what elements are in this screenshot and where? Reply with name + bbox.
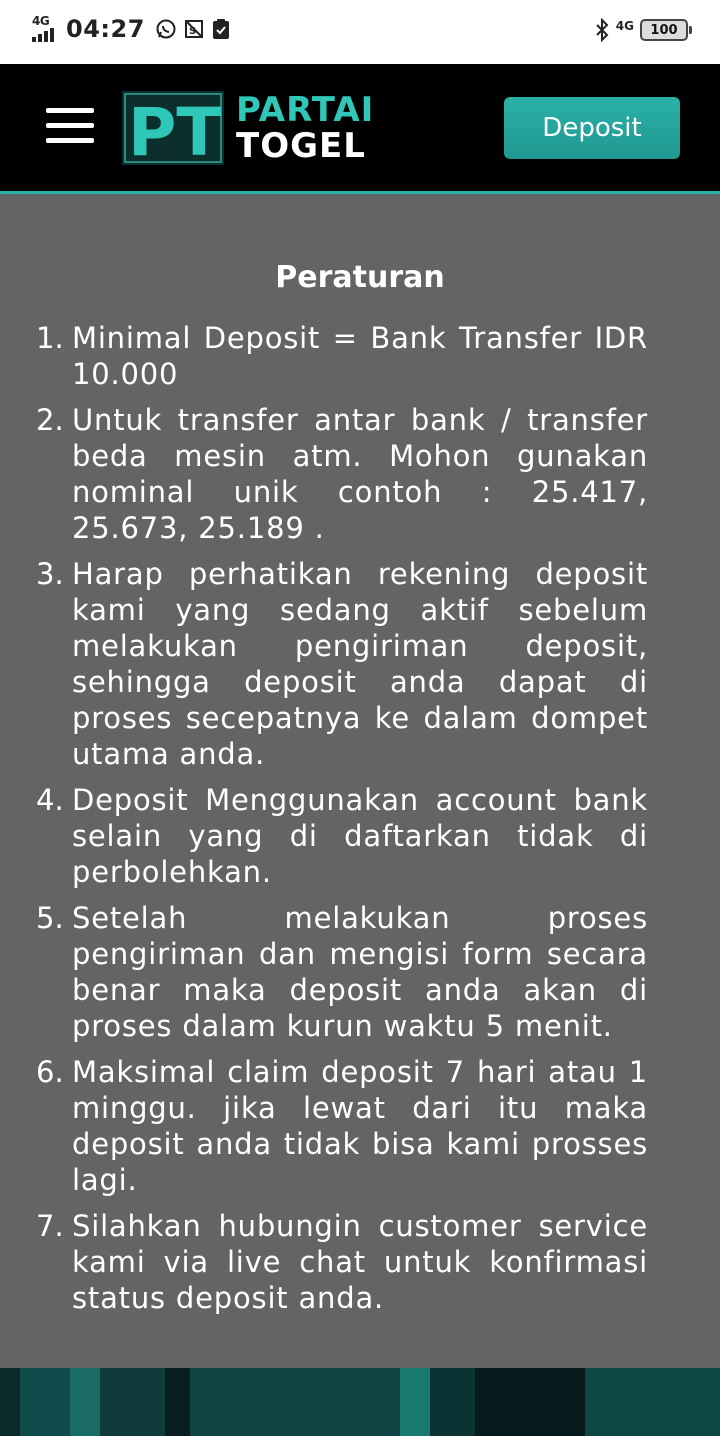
rules-list (0, 320, 720, 1326)
rule-text: Deposit Menggunakan account bank selain yang di daftarkan tidak di perbolehkan. (72, 783, 648, 889)
status-bar (0, 0, 720, 64)
svg-text:PT: PT (128, 94, 222, 165)
status-bar-left (32, 14, 231, 44)
footer-banner (0, 1368, 720, 1436)
screenshot-icon (183, 18, 205, 40)
signal-icon (32, 14, 62, 44)
rule-item (0, 402, 648, 546)
whatsapp-icon (155, 18, 177, 40)
rule-item (0, 1054, 648, 1198)
battery-level: 100 (650, 22, 678, 38)
logo-text-partai: PARTAI (236, 90, 375, 130)
rule-text: Silahkan hubungin customer service kami via live chat untuk konfirmasi status deposit anda. (72, 1209, 648, 1315)
rules-panel (0, 194, 720, 1368)
rule-text: Setelah melakukan proses pengiriman dan mengisi form secara benar maka deposit anda akan di proses dalam kurun waktu 5 menit. (72, 901, 648, 1043)
rule-number: 4. (36, 783, 64, 817)
rule-number: 3. (36, 557, 64, 591)
rule-number: 5. (36, 901, 64, 935)
network-4g-label: 4G (615, 19, 634, 33)
site-logo[interactable] (122, 91, 374, 165)
rule-item (0, 320, 648, 392)
network-type-label: 4G (32, 14, 50, 28)
logo-text-togel: TOGEL (236, 126, 366, 166)
status-bar-right (594, 18, 688, 42)
logo-pt-mark (122, 91, 224, 165)
rule-number: 1. (36, 321, 64, 355)
clipboard-check-icon (211, 18, 231, 40)
rule-number: 7. (36, 1209, 64, 1243)
rule-text: Untuk transfer antar bank / transfer beda mesin atm. Mohon gunakan nominal unik contoh : 25.417, 25.673, 25.189 . (72, 403, 648, 545)
deposit-button[interactable]: Deposit (504, 97, 680, 159)
rule-number: 6. (36, 1055, 64, 1089)
svg-text:S: S (188, 26, 197, 37)
site-header (0, 64, 720, 194)
hamburger-menu-icon[interactable] (46, 108, 94, 148)
rule-item (0, 900, 648, 1044)
rule-item (0, 782, 648, 890)
clock: 04:27 (66, 15, 145, 43)
rule-text: Maksimal claim deposit 7 hari atau 1 minggu. jika lewat dari itu maka deposit anda tidak bisa kami prosses lagi. (72, 1055, 648, 1197)
rule-text: Minimal Deposit = Bank Transfer IDR 10.000 (72, 321, 648, 391)
battery-icon (640, 19, 688, 41)
rule-text: Harap perhatikan rekening deposit kami yang sedang aktif sebelum melakukan pengiriman deposit, sehingga deposit anda dapat di proses secepatnya ke dalam dompet utama anda. (72, 557, 648, 771)
rule-item (0, 556, 648, 772)
rule-number: 2. (36, 403, 64, 437)
rule-item (0, 1208, 648, 1316)
page-title: Peraturan (275, 260, 445, 295)
bluetooth-icon (594, 18, 610, 42)
